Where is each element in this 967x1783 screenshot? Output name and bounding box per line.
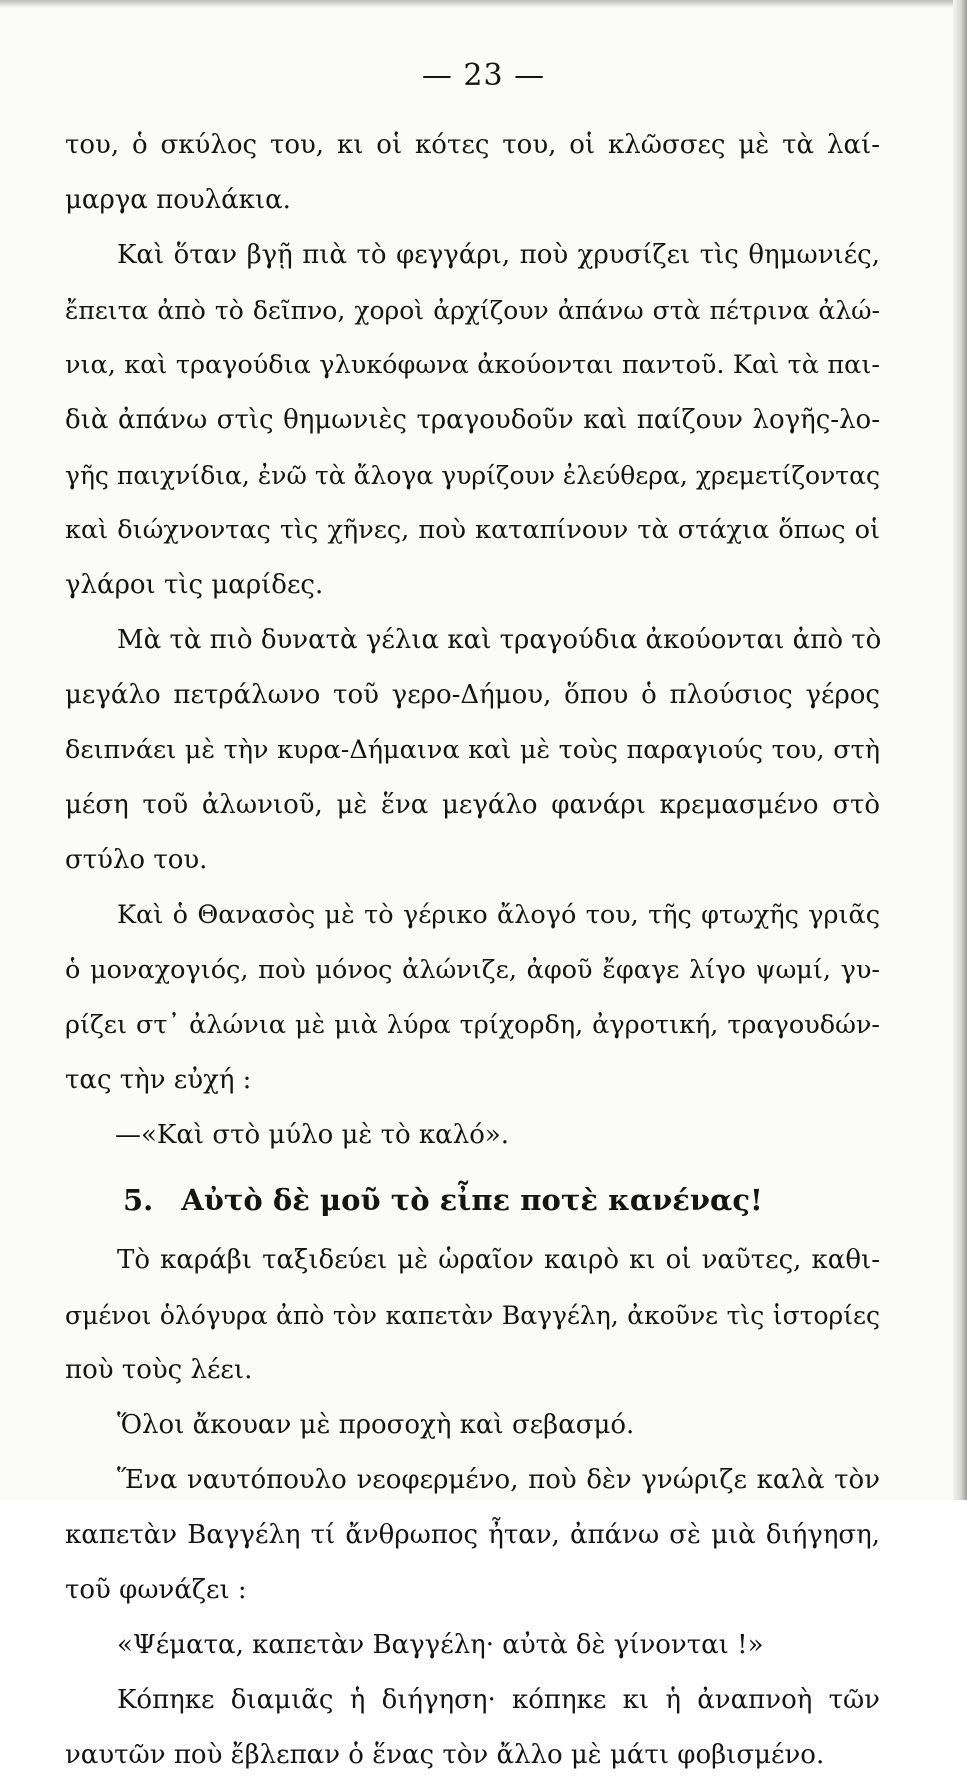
text-line: μέση τοῦ ἀλωνιοῦ, μὲ ἕνα μεγάλο φανάρι κρεμασμένο στὸ [65, 790, 880, 820]
text-line: νια, καὶ τραγούδια γλυκόφωνα ἀκούονται παντοῦ. Καὶ τὰ παι- [65, 350, 880, 380]
text-line: καὶ διώχνοντας τὶς χῆνες, ποὺ καταπίνουν τὰ στάχια ὅπως οἱ [65, 515, 880, 545]
text-line: στύλο του. [65, 845, 208, 875]
page-binding-shadow [953, 0, 967, 1500]
text-line: Μὰ τὰ πιὸ δυνατὰ γέλια καὶ τραγούδια ἀκούονται ἀπὸ τὸ [117, 625, 882, 655]
text-line: γῆς παιχνίδια, ἐνῶ τὰ ἄλογα γυρίζουν ἐλεύθερα, χρεμετίζοντας [65, 461, 880, 490]
text-line: διὰ ἀπάνω στὶς θημωνιὲς τραγουδοῦν καὶ παίζουν λογῆς-λο- [65, 405, 880, 435]
text-line: μαργα πουλάκια. [65, 185, 291, 215]
section-title: Αὐτὸ δὲ μοῦ τὸ εἶπε ποτὲ κανένας! [181, 1183, 763, 1217]
text-line: καπετὰν Βαγγέλη τί ἄνθρωπος ἦταν, ἀπάνω σὲ μιὰ διήγηση, [65, 1520, 880, 1550]
text-line: Καὶ ὁ Θανασὸς μὲ τὸ γέρικο ἄλογό του, τῆς φτωχῆς γριᾶς [117, 900, 880, 930]
dialogue-line: «Ψέματα, καπετὰν Βαγγέλη· αὐτὰ δὲ γίνονται !» [117, 1630, 764, 1660]
text-line: ποὺ τοὺς λέει. [65, 1355, 253, 1385]
page-top-shadow [0, 0, 967, 8]
text-line: τας τὴν εὐχή : [65, 1065, 252, 1095]
text-line: του, ὁ σκύλος του, κι οἱ κότες του, οἱ κλῶσσες μὲ τὰ λαί- [65, 130, 880, 160]
section-number: 5. [123, 1183, 154, 1217]
text-line: Καὶ ὅταν βγῇ πιὰ τὸ φεγγάρι, ποὺ χρυσίζει τὶς θημωνιές, [117, 240, 880, 270]
body-text [65, 118, 880, 1783]
section-heading [65, 1163, 880, 1233]
text-line: Τὸ καράβι ταξιδεύει μὲ ὡραῖον καιρὸ κι οἱ ναῦτες, καθι- [117, 1245, 880, 1275]
text-line: σμένοι ὁλόγυρα ἀπὸ τὸν καπετὰν Βαγγέλη, ἀκοῦνε τὶς ἱστορίες [65, 1301, 880, 1330]
text-line: ρίζει στ᾽ ἀλώνια μὲ μιὰ λύρα τρίχορδη, ἀγροτική, τραγουδών- [65, 1010, 880, 1040]
text-line: γλάροι τὶς μαρίδες. [65, 570, 324, 600]
text-line: τοῦ φωνάζει : [65, 1575, 247, 1605]
text-line: ὁ μοναχογιός, ποὺ μόνος ἀλώνιζε, ἀφοῦ ἔφαγε λίγο ψωμί, γυ- [65, 955, 880, 985]
text-line: δειπνάει μὲ τὴν κυρα-Δήμαινα καὶ μὲ τοὺς παραγιούς του, στὴ [65, 735, 880, 765]
text-line: Κόπηκε διαμιᾶς ἡ διήγηση· κόπηκε κι ἡ ἀναπνοὴ τῶν [117, 1685, 880, 1715]
text-line: ναυτῶν ποὺ ἔβλεπαν ὁ ἕνας τὸν ἄλλο μὲ μάτι φοβισμένο. [65, 1740, 825, 1770]
text-line: ἔπειτα ἀπὸ τὸ δεῖπνο, χοροὶ ἀρχίζουν ἀπάνω στὰ πέτρινα ἀλώ- [65, 296, 880, 325]
text-line: Ὅλοι ἄκουαν μὲ προσοχὴ καὶ σεβασμό. [117, 1410, 635, 1440]
dialogue-line: —«Καὶ στὸ μύλο μὲ τὸ καλό». [115, 1120, 510, 1150]
text-line: Ἕνα ναυτόπουλο νεοφερμένο, ποὺ δὲν γνώριζε καλὰ τὸν [117, 1465, 880, 1495]
page-number: — 23 — [421, 58, 546, 93]
text-line: μεγάλο πετράλωνο τοῦ γερο-Δήμου, ὅπου ὁ πλούσιος γέρος [65, 680, 880, 710]
